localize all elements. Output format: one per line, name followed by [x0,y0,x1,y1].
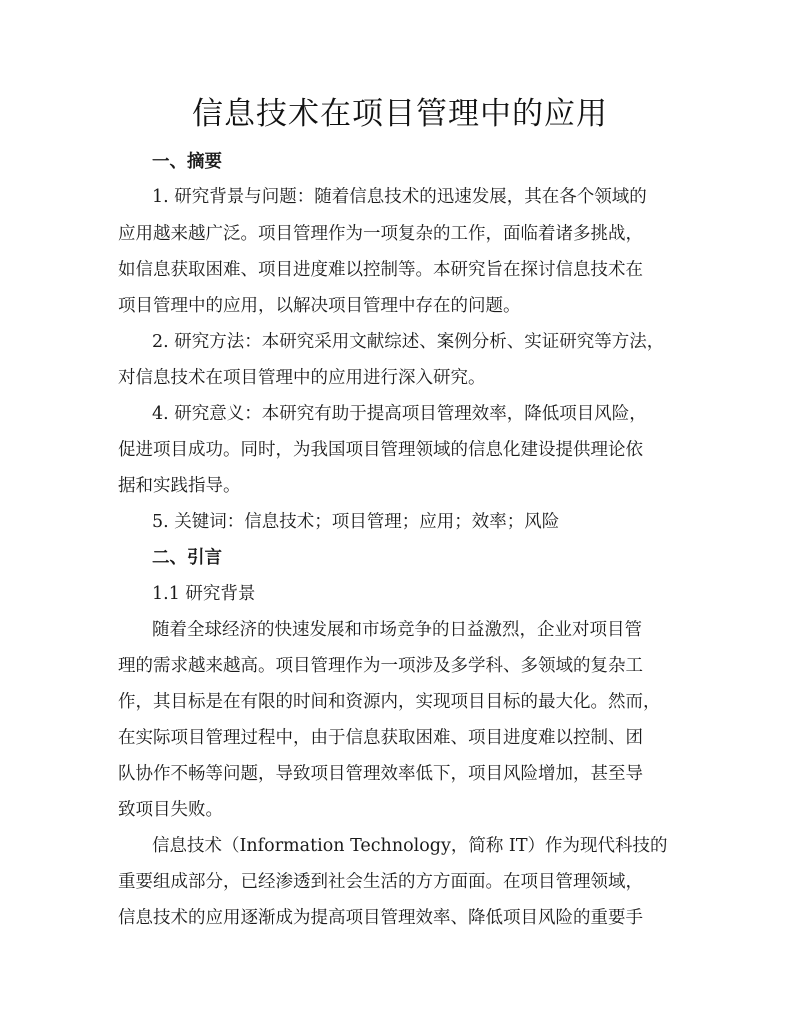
paragraph-line: 对信息技术在项目管理中的应用进行深入研究。 [118,368,486,388]
paragraph-line: 项目管理中的应用，以解决项目管理中存在的问题。 [118,296,521,316]
section-heading-intro: 二、引言 [152,548,222,568]
paragraph-line: 4. 研究意义：本研究有助于提高项目管理效率，降低项目风险， [152,404,647,424]
keywords-line: 5. 关键词：信息技术；项目管理；应用；效率；风险 [152,512,560,532]
paragraph-line: 促进项目成功。同时，为我国项目管理领域的信息化建设提供理论依 [118,440,643,460]
paragraph-line: 队协作不畅等问题，导致项目管理效率低下，项目风险增加，甚至导 [118,764,643,784]
paragraph-line: 2. 研究方法：本研究采用文献综述、案例分析、实证研究等方法， [152,332,665,352]
paragraph-line: 致项目失败。 [118,800,223,820]
paragraph-line: 据和实践指导。 [118,476,241,496]
paragraph-line: 理的需求越来越高。项目管理作为一项涉及多学科、多领域的复杂工 [118,656,643,676]
paragraph-line: 信息技术（Information Technology，简称 IT）作为现代科技的 [152,836,668,856]
paragraph-line: 信息技术的应用逐渐成为提高项目管理效率、降低项目风险的重要手 [118,908,643,928]
paragraph-line: 重要组成部分，已经渗透到社会生活的方方面面。在项目管理领域， [118,872,643,892]
paragraph-line: 作，其目标是在有限的时间和资源内，实现项目目标的最大化。然而， [118,692,661,712]
section-heading-abstract: 一、摘要 [152,152,222,172]
paragraph-line: 随着全球经济的快速发展和市场竞争的日益激烈，企业对项目管 [152,620,642,640]
paragraph-line: 1. 研究背景与问题：随着信息技术的迅速发展，其在各个领域的 [152,187,647,207]
paragraph-line: 在实际项目管理过程中，由于信息获取困难、项目进度难以控制、团 [118,728,643,748]
paragraph-line: 如信息获取困难、项目进度难以控制等。本研究旨在探讨信息技术在 [118,260,643,280]
document-title: 信息技术在项目管理中的应用 [192,96,608,132]
subsection-heading: 1.1 研究背景 [152,584,256,604]
paragraph-line: 应用越来越广泛。项目管理作为一项复杂的工作，面临着诸多挑战， [118,224,643,244]
